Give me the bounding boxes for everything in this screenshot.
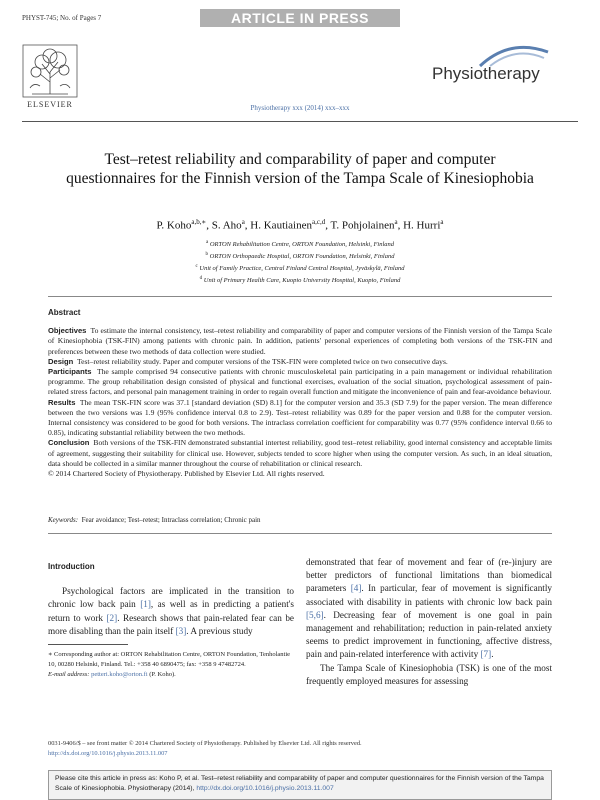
body-paragraph: demonstrated that fear of movement and fear of (re-)injury are better predictors of functional limitations than biomedical parameters [4]. In particular, fear of movement is significantly associated with disability in patients with chronic low back pain [5,6]. Decreasing fear of movement is one goal in pain management and rehabilitation; reduction in pain-related anxiety seems to predict improvement in functioning, affective distress, pain and pain-related interference with activity [7]. [306, 557, 552, 660]
affiliation-item: $^d$ Unit of Primary Health Care, Kuopio University Hospital, Kuopio, Finland [199, 276, 401, 285]
author-name: S. Aho [211, 219, 242, 232]
author-name: P. Koho [156, 219, 192, 232]
journal-brand: Physiotherapy [432, 64, 540, 83]
reference-link[interactable]: [5,6] [306, 609, 324, 620]
cite-doi-link[interactable]: http://dx.doi.org/10.1016/j.physio.2013.11.007 [196, 785, 334, 792]
keywords-label: Keywords: [48, 516, 79, 524]
footnote-divider [48, 644, 128, 645]
abstract-results: Results The mean TSK-FIN score was 37.1 [standard deviation (SD) 8.1] for the computer version and 35.3 (SD 7.9) for the paper version. The mean difference between the two versions was 1.9 (95% confidence interval 0.8 to 2.9). Test–retest reliability was 0.89 for the paper version and 0.88 for the computer version. Internal consistency was considered to be good for both versions. The intraclass correlation coefficient for comparability was 0.77 (95% confidence interval 0.66 to 0.85), indicating substantial reliability between the two methods. [48, 397, 552, 438]
abstract-objectives: Objectives To estimate the internal consistency, test–retest reliability and comparability of paper and computer versions of the Finnish version of the Tampa Scale of Kinesiophobia (TSK-FIN) among patients with chronic pain. In addition, patients' personal experiences of completing both versions of the TSK-FIN and preferences between these two methods of data collection were studied. [48, 326, 552, 356]
author-name: H. Hurri [403, 219, 441, 232]
cite-this-article-box: Please cite this article in press as: Koho P, et al. Test–retest reliability and comparability of paper and computer questionnaires for the Finnish version of the Tampa Scale of Kinesiophobia. Physiotherapy (2014), http://dx.doi.org/10.1016/j.physio.2013.11.007 [48, 770, 552, 800]
author-list: P. Koho$^{a,b,∗}$, S. Aho$^a$, H. Kautiainen$^{a,c,d}$, T. Pohjolainen$^a$, H. Hurri$^a$ [156, 218, 444, 232]
abstract-top-divider [48, 296, 552, 297]
author-marks[interactable]: a [440, 218, 444, 226]
affiliation-item: $^c$ Unit of Family Practice, Central Finland Central Hospital, Jyväskylä, Finland [195, 264, 405, 273]
keywords-list: Fear avoidance; Test–retest; Intraclass correlation; Chronic pain [81, 516, 261, 524]
journal-citation-link[interactable]: Physiotherapy xxx (2014) xxx–xxx [250, 104, 350, 112]
author-marks[interactable]: a [394, 218, 398, 226]
author-name: H. Kautiainen [250, 219, 312, 232]
body-paragraph: The Tampa Scale of Kinesiophobia (TSK) is one of the most frequently employed measures for assessing [306, 662, 552, 686]
reference-link[interactable]: [2] [106, 612, 118, 623]
author-marks[interactable]: a [241, 218, 245, 226]
abstract-participants: Participants The sample comprised 94 consecutive patients with chronic musculoskeletal pain participating in a pain management or individual rehabilitation programme. The group rehabilitation design consisted of physical and functional exercises, evaluation of the social situation, psychological assessment of pain-related stress factors, and personal pain management training in order to regain overall function and mitigate the inconvenience of pain and fear-avoidance behaviour. [48, 367, 552, 397]
author-marks[interactable]: a,c,d [312, 218, 326, 226]
elsevier-tree-logo-icon [22, 44, 78, 106]
reference-link[interactable]: [4] [350, 583, 362, 594]
abstract-bottom-divider [48, 533, 552, 534]
author-email-link[interactable]: petteri.koho@orton.fi [91, 671, 148, 678]
header-divider [22, 121, 578, 122]
publisher-name: ELSEVIER [27, 100, 73, 109]
author-name: T. Pohjolainen [330, 219, 395, 232]
reference-link[interactable]: [7] [480, 649, 492, 660]
corresponding-author-footnote: ∗ Corresponding author at: ORTON Rehabilitation Centre, ORTON Foundation, Tenholantie 10, 00280 Helsinki, Finland. Tel.: +358 40 6890475; fax: +358 9 47482724. E-mail address: petteri.koho@orton.fi (P. Koho). [48, 651, 291, 678]
abstract-section [48, 300, 552, 479]
body-right-column [306, 556, 552, 688]
body-left-column [48, 560, 294, 638]
paper-title: Test–retest reliability and comparability of paper and computer questionnaires for the Finnish version of the Tampa Scale of Kinesiophobia [66, 151, 534, 187]
abstract-heading: Abstract [48, 308, 81, 317]
affiliation-item: $^a$ ORTON Rehabilitation Centre, ORTON Foundation, Helsinki, Finland [205, 240, 395, 249]
reference-link[interactable]: [1] [140, 599, 151, 610]
intro-paragraph: Psychological factors are implicated in the transition to chronic low back pain [1], as well as in predicting a patient's return to work [2]. Research shows that pain-related fear can be more disabling than the pain itself [3]. A previous study [48, 586, 295, 636]
abstract-copyright: © 2014 Chartered Society of Physiotherapy. Published by Elsevier Ltd. All rights reserved. [48, 469, 325, 479]
doi-link[interactable]: http://dx.doi.org/10.1016/j.physio.2013.11.007 [48, 749, 168, 757]
issn-line: 0031-9406/$ – see front matter © 2014 Chartered Society of Physiotherapy. Published by Elsevier Ltd. All rights reserved. http://dx.doi.org/10.1016/j.physio.2013.11.007 [48, 739, 568, 758]
abstract-design: Design Test–retest reliability study. Paper and computer versions of the TSK-FIN were completed twice on two consecutive days. [48, 356, 448, 366]
author-marks[interactable]: a,b,∗ [191, 218, 207, 226]
affiliation-item: $^b$ ORTON Orthopaedic Hospital, ORTON Foundation, Helsinki, Finland [205, 252, 395, 261]
abstract-conclusion: Conclusion Both versions of the TSK-FIN demonstrated substantial intertest reliability, good test–retest reliability, good internal consistency and acceptable limits of agreement, suggesting their suitability for clinical use. However, subjects tended to score higher when using the computer version. As such, in an ideal situation, data should be collected in a similar manner throughout the course of rehabilitation or clinical research. [48, 438, 553, 468]
introduction-heading: Introduction [48, 562, 95, 571]
article-id-label: PHYST-745; No. of Pages 7 [22, 14, 102, 22]
keywords-line [48, 516, 552, 524]
article-in-press-banner: ARTICLE IN PRESS [200, 9, 400, 27]
reference-link[interactable]: [3] [175, 625, 187, 636]
affiliation-list [60, 238, 540, 287]
